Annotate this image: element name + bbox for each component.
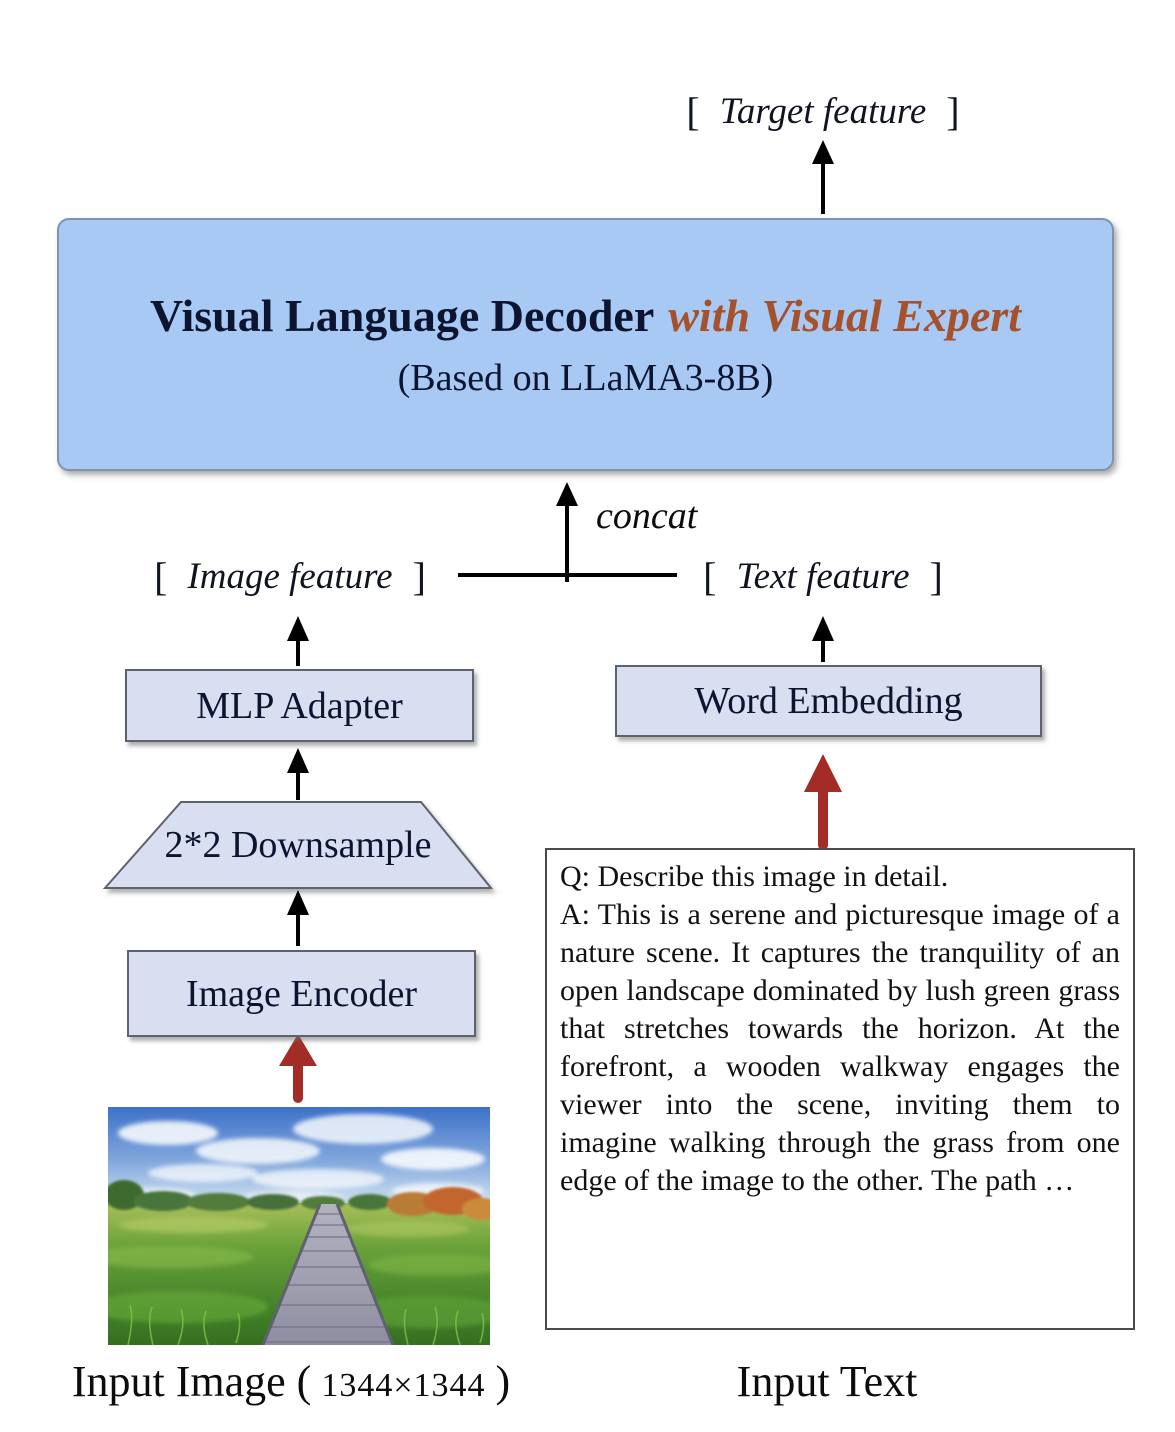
input-image bbox=[108, 1107, 490, 1345]
bracket-open: [ bbox=[686, 89, 700, 134]
arrow-mlp-to-imagefeature bbox=[287, 616, 309, 666]
bracket-close: ] bbox=[929, 554, 943, 599]
arrow-image-to-encoder bbox=[279, 1034, 317, 1098]
bracket-close: ] bbox=[412, 554, 426, 599]
question-line: Q: Describe this image in detail. bbox=[560, 860, 949, 893]
decoder-subtitle: (Based on LLaMA3-8B) bbox=[397, 357, 774, 399]
arrow-decoder-to-target bbox=[812, 140, 834, 214]
bracket-open: [ bbox=[154, 554, 168, 599]
decoder-title-accent: with Visual Expert bbox=[668, 290, 1022, 341]
input-image-caption bbox=[72, 1356, 510, 1407]
decoder-title-main: Visual Language Decoder bbox=[149, 290, 655, 341]
downsample-label bbox=[105, 802, 491, 888]
arrow-wordemb-to-textfeature bbox=[812, 616, 834, 662]
downsample-text: 2*2 Downsample bbox=[164, 824, 432, 866]
image-encoder-label: Image Encoder bbox=[185, 972, 418, 1015]
arrow-downsample-to-mlp bbox=[287, 748, 309, 800]
image-feature-text: Image feature bbox=[187, 556, 393, 597]
target-feature-text: Target feature bbox=[719, 91, 927, 132]
input-image-caption-prefix: Input Image ( bbox=[71, 1357, 312, 1406]
arrow-encoder-to-downsample bbox=[287, 890, 309, 946]
input-text-box bbox=[545, 848, 1135, 1330]
mlp-adapter-block bbox=[125, 669, 474, 742]
target-feature-label bbox=[666, 88, 979, 135]
mlp-adapter-label: MLP Adapter bbox=[196, 684, 403, 727]
text-feature-text: Text feature bbox=[736, 556, 910, 597]
bracket-close: ] bbox=[946, 89, 960, 134]
decoder-title bbox=[150, 289, 1021, 342]
text-feature-label bbox=[683, 553, 963, 600]
concat-label: concat bbox=[596, 495, 698, 537]
bracket-open: [ bbox=[703, 554, 717, 599]
input-text-caption: Input Text bbox=[736, 1357, 918, 1406]
answer-text: A: This is a serene and picturesque image of a nature scene. It captures the tranquility of an open landscape dominated by lush green grass that stretches towards the horizon. At the forefront, a wooden walkway engages the viewer into the scene, inviting them to imagine walking through the grass from one edge of the image to the other. The path … bbox=[560, 898, 1120, 1197]
input-image-dimensions: 1344×1344 bbox=[321, 1367, 486, 1404]
word-embedding-block bbox=[615, 665, 1042, 737]
visual-language-decoder-block bbox=[57, 218, 1114, 471]
input-image-caption-suffix: ) bbox=[495, 1357, 511, 1406]
image-feature-label bbox=[134, 553, 446, 600]
word-embedding-label: Word Embedding bbox=[694, 680, 963, 722]
arrow-text-to-wordemb bbox=[804, 754, 842, 845]
image-encoder-block bbox=[127, 950, 476, 1037]
